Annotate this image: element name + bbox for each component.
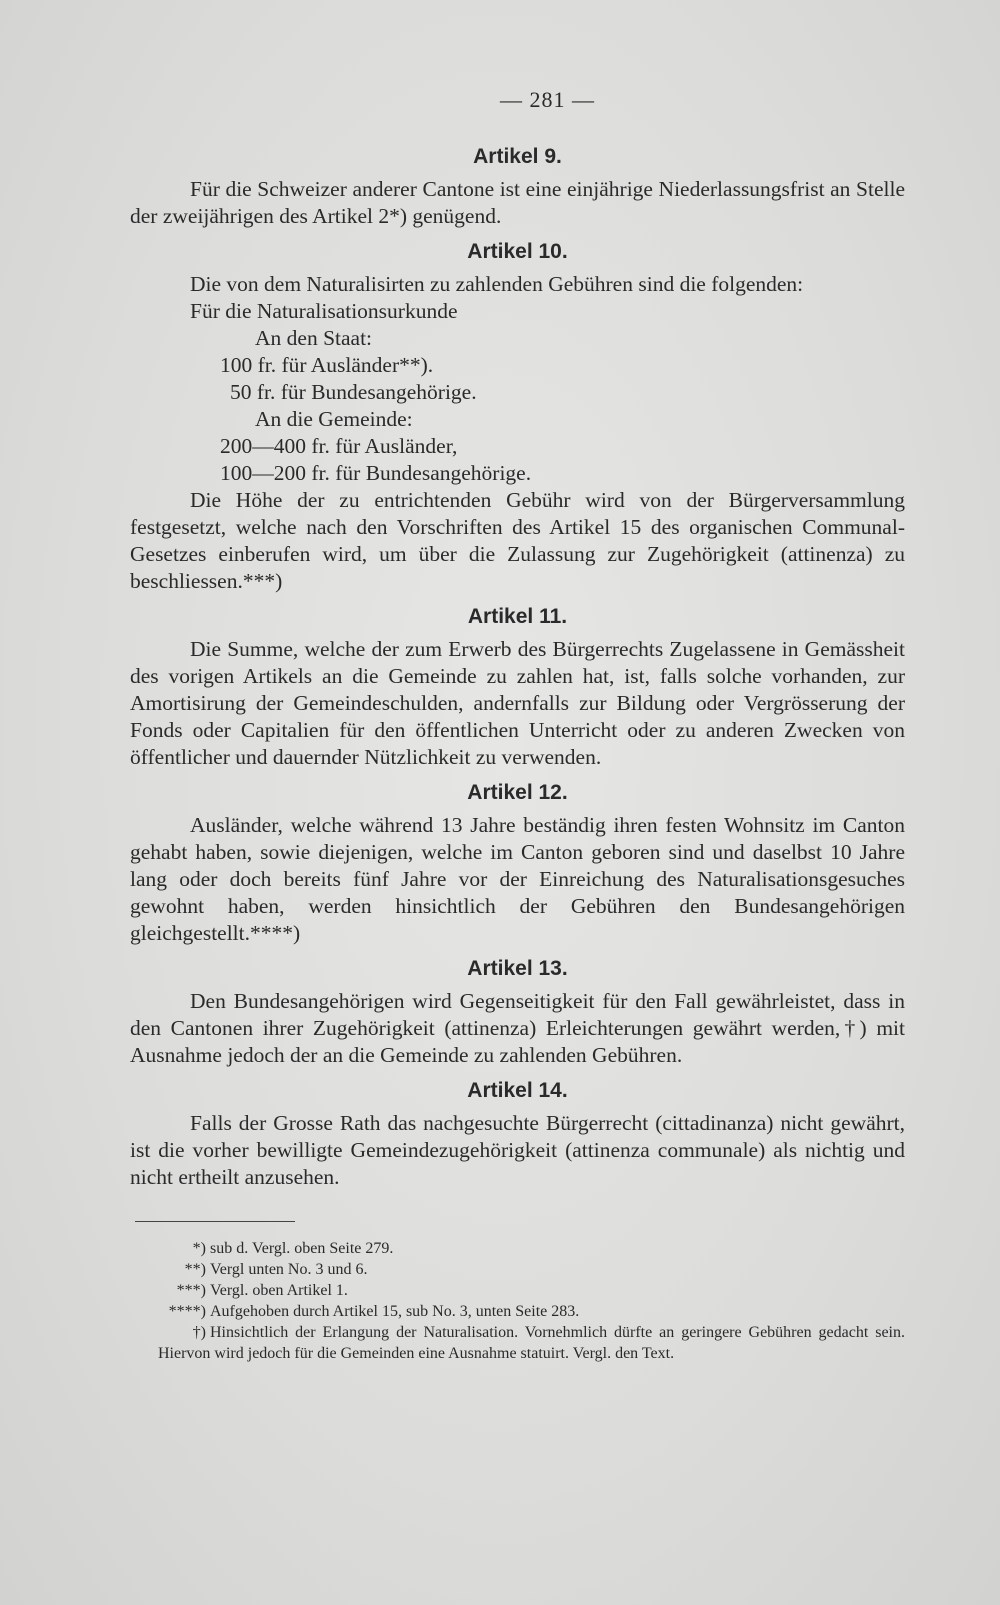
footnote-mark: ****) <box>168 1303 206 1320</box>
footnote-text: Aufgehoben durch Artikel 15, sub No. 3, unten Seite 283. <box>210 1303 580 1320</box>
footnote <box>130 1259 905 1280</box>
fee-list-title: Für die Naturalisationsurkunde <box>190 299 458 323</box>
article-11-heading: Artikel 11. <box>467 605 568 628</box>
article-10-intro: Die von dem Naturalisirten zu zahlenden Gebühren sind die folgenden: <box>190 272 804 296</box>
article-9-heading: Artikel 9. <box>473 145 562 168</box>
footnote-text: sub d. Vergl. oben Seite 279. <box>210 1240 394 1257</box>
fee-gemeinde-auslaender: 200—400 fr. für Ausländer, <box>220 434 458 458</box>
page-number: — 281 — <box>500 87 595 112</box>
article-14-text: Falls der Grosse Rath das nachgesuchte Bürgerrecht (cittadinanza) nicht gewährt, ist die vorher bewilligte Gemeindezugehörigkeit (attinenza communale) als nichtig und nicht ertheilt anzusehen. <box>130 1111 905 1189</box>
footnote-mark: †) <box>192 1324 206 1341</box>
article-12-heading: Artikel 12. <box>467 781 568 804</box>
footnote <box>130 1238 905 1259</box>
article-14-heading: Artikel 14. <box>467 1079 568 1102</box>
fee-gemeinde-bundesangehoerige: 100—200 fr. für Bundesangehörige. <box>220 461 532 485</box>
footnote-mark: ***) <box>176 1282 206 1299</box>
footnote <box>130 1322 905 1364</box>
article-10-text: Die Höhe der zu entrichtenden Gebühr wird von der Bürgerversammlung festgesetzt, welche nach den Vorschriften des Artikel 15 des organischen Communal-Gesetzes einberufen wird, um über die Zulassung zur Zugehörigkeit (attinenza) zu beschliessen.***) <box>130 488 905 593</box>
article-13-text: Den Bundesangehörigen wird Gegenseitigkeit für den Fall gewährleistet, dass in den Cantonen ihrer Zugehörigkeit (attinenza) Erleichterungen gewährt werden,†) mit Ausnahme jedoch der an die Gemeinde zu zahlenden Gebühren. <box>130 989 905 1067</box>
footnote-text: Vergl unten No. 3 und 6. <box>210 1261 368 1278</box>
fee-staat-auslaender: 100 fr. für Ausländer**). <box>220 353 434 377</box>
article-13-heading: Artikel 13. <box>467 957 568 980</box>
article-11-text: Die Summe, welche der zum Erwerb des Bürgerrechts Zugelassene in Gemässheit des vorigen Artikels an die Gemeinde zu zahlen hat, ist, falls solche vorhanden, zur Amortisirung der Gemeindeschulden, andernfalls zur Bildung oder Vergrösserung der Fonds oder Capitalien für den öffentlichen Unterricht oder zu anderen Zwecken von öffentlicher und dauernder Nützlichkeit zu verwenden. <box>130 637 905 769</box>
fee-staat-bundesangehoerige: 50 fr. für Bundesangehörige. <box>230 380 477 404</box>
footnote <box>130 1301 905 1322</box>
footnote-text: Vergl. oben Artikel 1. <box>210 1282 348 1299</box>
footnote-mark: *) <box>192 1240 206 1257</box>
fee-gemeinde-heading: An die Gemeinde: <box>255 407 413 431</box>
page-content <box>130 80 905 1364</box>
article-10-heading: Artikel 10. <box>467 240 568 263</box>
footnote-mark: **) <box>184 1261 206 1278</box>
footnote-divider <box>135 1221 295 1222</box>
article-9-text: Für die Schweizer anderer Cantone ist eine einjährige Niederlassungsfrist an Stelle der zweijährigen des Artikel 2*) genügend. <box>130 177 905 228</box>
footnote-text: Hinsichtlich der Erlangung der Naturalisation. Vornehmlich dürfte an geringere Gebühren gedacht sein. Hiervon wird jedoch für die Gemeinden eine Ausnahme statuirt. Vergl. den Text. <box>158 1324 905 1362</box>
footnotes <box>130 1238 905 1364</box>
fee-staat-heading: An den Staat: <box>255 326 373 350</box>
article-12-text: Ausländer, welche während 13 Jahre beständig ihren festen Wohnsitz im Canton gehabt haben, sowie diejenigen, welche im Canton geboren sind und daselbst 10 Jahre lang oder doch bereits fünf Jahre vor der Einreichung des Naturalisationsgesuches gewohnt haben, werden hinsichtlich der Gebühren den Bundesangehörigen gleichgestellt.****) <box>130 813 905 945</box>
footnote <box>130 1280 905 1301</box>
